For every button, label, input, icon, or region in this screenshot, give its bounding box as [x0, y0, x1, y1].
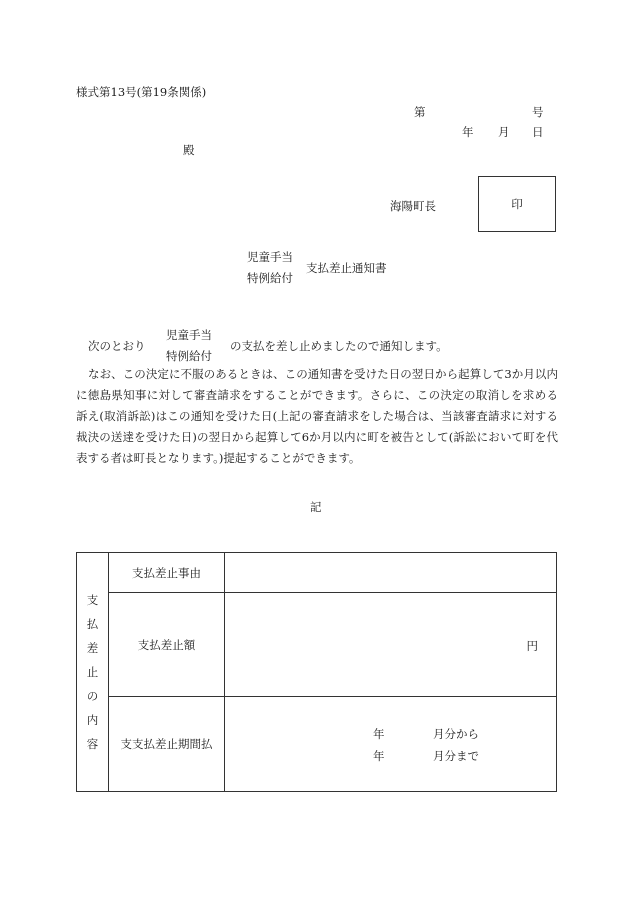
amount-label: 支払差止額: [109, 593, 225, 697]
period-label: 支支払差止期間払: [109, 697, 225, 792]
seal-box: [478, 176, 556, 232]
issuer-name: 海陽町長: [390, 199, 436, 213]
reason-label: 支払差止事由: [109, 553, 225, 593]
title-benefit-line2: 特例給付: [247, 271, 293, 285]
side-label-char: 支: [86, 593, 99, 607]
period-from: 月分から: [433, 727, 479, 741]
period-value: [225, 697, 557, 792]
side-label-char: 止: [86, 665, 99, 679]
form-number: 様式第13号(第19条関係): [76, 85, 207, 99]
period-to-year: 年: [373, 749, 385, 763]
side-label-char: 差: [86, 641, 99, 655]
appeal-notice: [76, 364, 558, 469]
appeal-paragraph: なお、この決定に不服のあるときは、この通知書を受けた日の翌日から起算して3か月以内に徳島県知事に対して審査請求をすることができます。さらに、この決定の取消しを求める訴え(取消訴訟)はこの通知を受けた日(上記の審査請求をした場合は、当該審査請求に対する裁決の送達を受けた日)の翌日から起算して6か月以内に町を被告として(訴訟において町を代表する者は町長となります。)提起することができます。: [76, 367, 558, 465]
reason-value: [225, 553, 557, 593]
seal-label: 印: [511, 197, 523, 211]
ki-heading: 記: [310, 500, 322, 514]
date-year: 年: [462, 125, 474, 139]
period-to: 月分まで: [433, 749, 479, 763]
side-label-char: 払: [86, 617, 99, 631]
date-day: 日: [532, 125, 544, 139]
period-from-year: 年: [373, 727, 385, 741]
notice-tail: の支払を差し止めましたので通知します。: [230, 339, 448, 353]
document-title: 支払差止通知書: [306, 261, 387, 275]
title-benefit-line1: 児童手当: [247, 250, 293, 264]
payment-stop-table: [76, 552, 557, 792]
doc-number-suffix: 号: [532, 105, 544, 119]
side-label-char: 内: [86, 713, 99, 727]
addressee-suffix: 殿: [183, 143, 195, 157]
side-label: [77, 553, 109, 792]
side-label-char: 容: [86, 737, 99, 751]
amount-value: [225, 593, 557, 697]
notice-lead: 次のとおり: [88, 339, 146, 353]
date-month: 月: [498, 125, 510, 139]
notice-benefit-line1: 児童手当: [166, 328, 212, 342]
amount-unit: 円: [526, 639, 538, 653]
notice-benefit-line2: 特例給付: [166, 349, 212, 363]
doc-number-prefix: 第: [414, 105, 426, 119]
side-label-char: の: [86, 689, 99, 703]
